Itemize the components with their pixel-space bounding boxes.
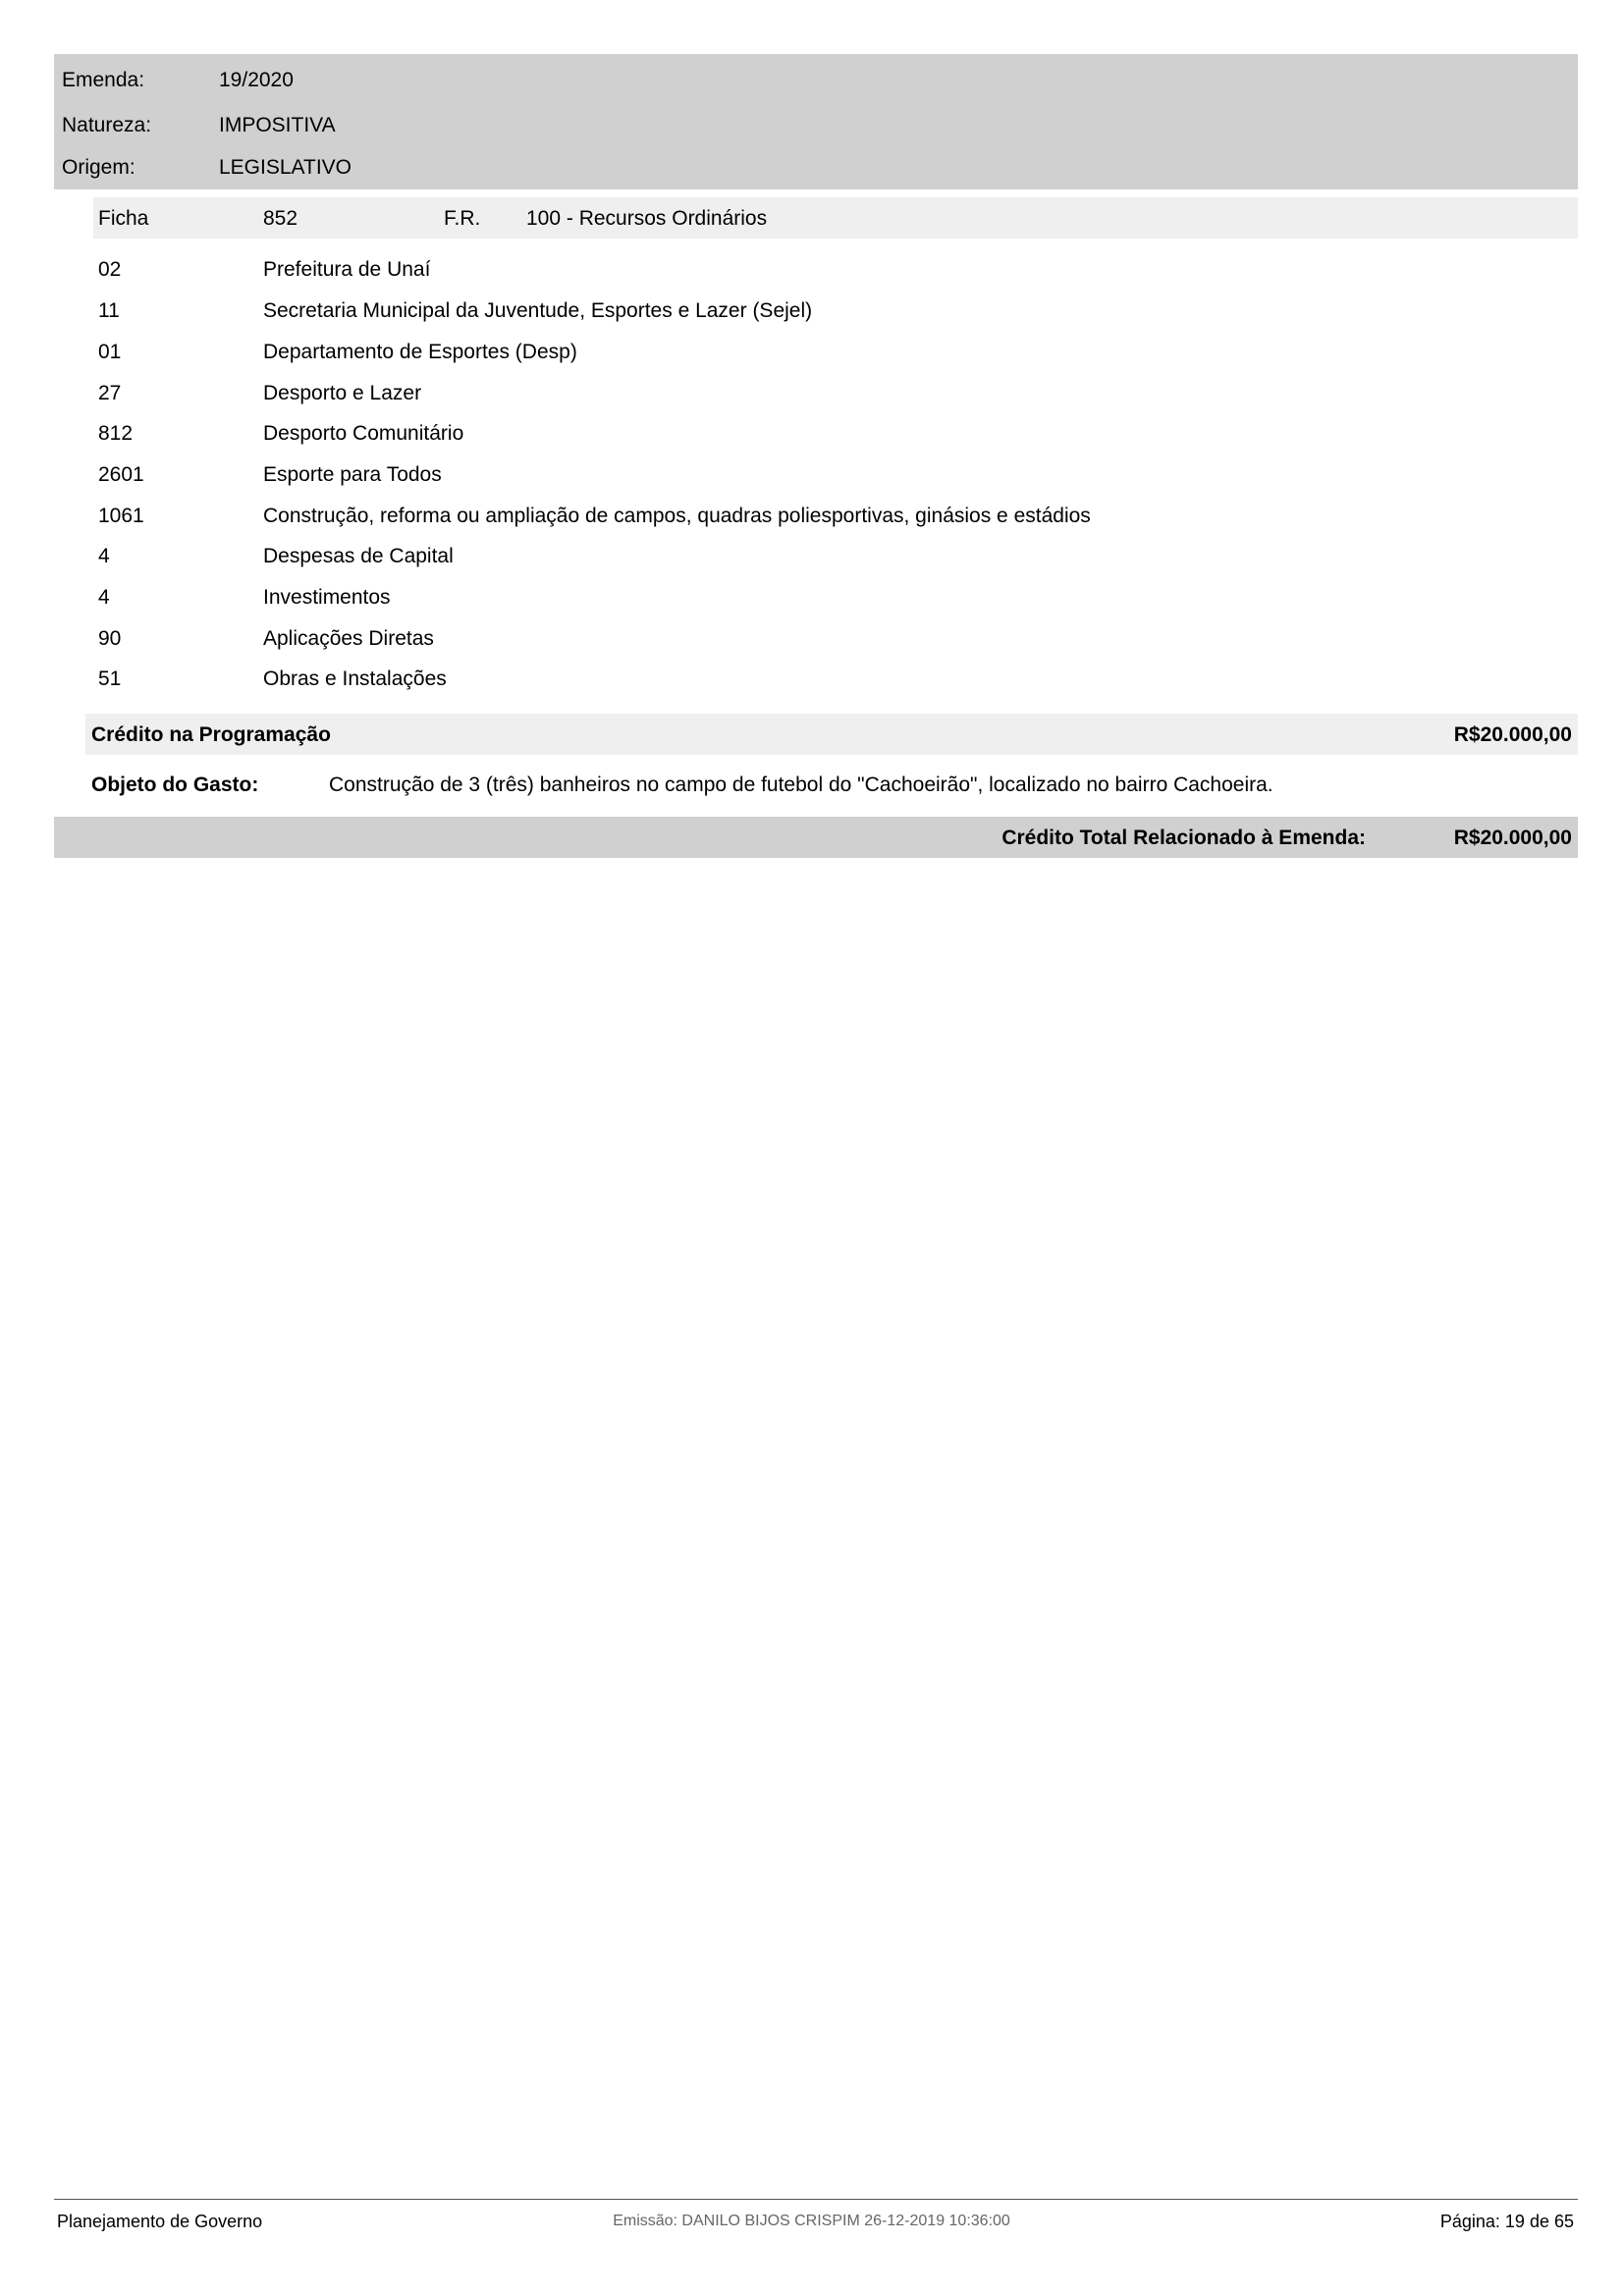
class-code: 90 [98, 627, 122, 650]
class-code: 51 [98, 667, 122, 690]
emenda-value: 19/2020 [219, 69, 294, 91]
list-item [98, 667, 447, 691]
class-code: 02 [98, 258, 122, 281]
class-desc: Construção, reforma ou ampliação de campos, quadras poliesportivas, ginásios e estádios [263, 505, 1091, 527]
credito-label: Crédito na Programação [91, 723, 331, 746]
list-item [98, 505, 1091, 528]
class-desc: Investimentos [263, 586, 391, 609]
list-item [98, 422, 463, 446]
list-item [98, 586, 391, 610]
fr-label: F.R. [444, 207, 481, 230]
list-item [98, 341, 577, 364]
class-desc: Aplicações Diretas [263, 627, 434, 650]
class-desc: Desporto e Lazer [263, 382, 422, 404]
fr-value: 100 - Recursos Ordinários [526, 207, 768, 230]
footer-emissao: Emissão: DANILO BIJOS CRISPIM 26-12-2019 10:36:00 [613, 2213, 1010, 2229]
class-code: 1061 [98, 505, 144, 527]
class-code: 812 [98, 422, 134, 445]
list-item [98, 299, 812, 323]
ficha-label: Ficha [98, 207, 149, 230]
emenda-header [54, 54, 1578, 189]
list-item [98, 627, 434, 651]
class-desc: Secretaria Municipal da Juventude, Esportes e Lazer (Sejel) [263, 299, 813, 322]
objeto-gasto [91, 774, 1273, 797]
class-desc: Departamento de Esportes (Desp) [263, 341, 577, 363]
list-item [98, 258, 430, 282]
natureza-label: Natureza: [62, 114, 152, 136]
emenda-row [62, 69, 294, 92]
class-code: 2601 [98, 463, 144, 486]
origem-value: LEGISLATIVO [219, 156, 352, 179]
total-value: R$20.000,00 [1453, 827, 1572, 849]
class-desc: Prefeitura de Unaí [263, 258, 431, 281]
class-desc: Obras e Instalações [263, 667, 447, 690]
origem-row [62, 156, 352, 180]
class-code: 11 [98, 299, 120, 322]
page-number: Página: 19 de 65 [1439, 2212, 1574, 2231]
ficha-number: 852 [263, 207, 298, 230]
class-code: 27 [98, 382, 122, 404]
footer-divider [54, 2199, 1578, 2200]
list-item [98, 382, 421, 405]
credito-total-bar [54, 817, 1578, 858]
class-code: 4 [98, 586, 110, 609]
origem-label: Origem: [62, 156, 135, 179]
list-item [98, 463, 442, 487]
total-label: Crédito Total Relacionado à Emenda: [1001, 827, 1366, 849]
class-code: 01 [98, 341, 122, 363]
credito-value: R$20.000,00 [1453, 723, 1572, 746]
class-code: 4 [98, 545, 110, 567]
ficha-bar [93, 197, 1578, 239]
natureza-value: IMPOSITIVA [219, 114, 336, 136]
class-desc: Desporto Comunitário [263, 422, 464, 445]
list-item [98, 545, 454, 568]
objeto-label: Objeto do Gasto: [91, 774, 259, 796]
credito-programacao-bar [85, 714, 1578, 755]
emenda-label: Emenda: [62, 69, 145, 91]
class-desc: Esporte para Todos [263, 463, 442, 486]
class-desc: Despesas de Capital [263, 545, 454, 567]
objeto-value: Construção de 3 (três) banheiros no campo de futebol do "Cachoeirão", localizado no bairro Cachoeira. [329, 774, 1273, 796]
natureza-row [62, 114, 336, 137]
footer-left: Planejamento de Governo [57, 2212, 263, 2231]
